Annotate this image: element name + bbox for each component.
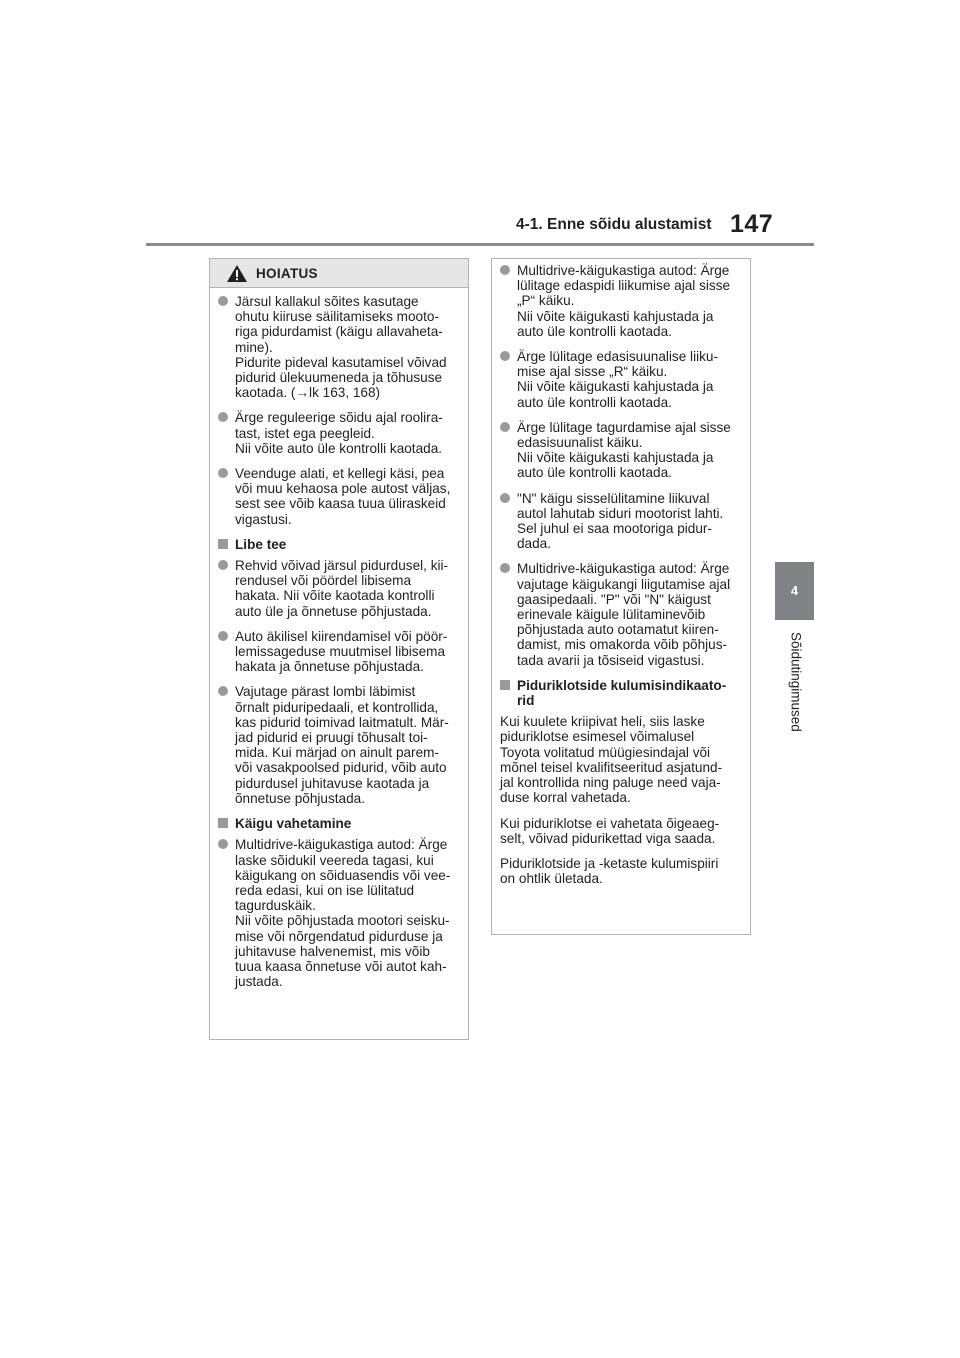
warning-box-left [209,258,469,1040]
heading-square [500,680,510,690]
warning-box-right [491,258,751,935]
bullet-dot [218,468,228,478]
paragraph: Kui piduriklotse ei vahetata õigeaeg- selt, võivad pidurikettad viga saada. [500,815,720,846]
bullet-dot [500,265,510,275]
list-item-text: "N" käigu sisselülitamine liikuval autol lahutab siduri mootorist lahti. Sel juhul ei saa mootoriga pidur- dada. [517,490,724,552]
list-item [218,837,460,989]
header-rule [146,243,814,246]
bullet-dot [218,296,228,306]
warning-label: HOIATUS [256,266,318,281]
bullet-dot [218,631,228,641]
warning-triangle-icon [227,265,247,282]
section-heading [218,537,460,552]
list-item-text: Multidrive-käigukastiga autod: Ärge laske sõidukil veereda tagasi, kui käigukang on sõiduasendis või vee- reda edasi, kui on ise lülitatud tagurduskäik. Nii võite põhjustada mootori seisku- mise või nõrgendatud pidurduse ja juhitavuse halvenemist, mis võib tuua kaasa õnnetuse või autot kah- justada. [235,837,451,990]
warning-content-left [210,288,468,989]
bullet-dot [218,412,228,422]
section-heading-text: Piduriklotside kulumisindikaato- rid [517,677,727,709]
list-item-text: Ärge lülitage edasisuunalise liiku- mise ajal sisse „R“ käiku. Nii võite käigukasti kahjustada ja auto üle kontrolli kaotada. [517,349,718,410]
paragraph: Piduriklotside ja -ketaste kulumispiiri on ohtlik ületada. [500,855,719,887]
list-item-text: Multidrive-käigukastiga autod: Ärge vajutage käigukangi liigutamise ajal gaasipedaali. "P" või "N" käigust erinevale käigule lülitaminevõib põhjustada auto ootamatut kiiren- damist, mis omakorda võib põhjus- tada avarii ja tõsiseid vigastusi. [517,561,731,668]
chapter-title [785,632,807,762]
list-item [500,491,742,552]
bullet-dot [500,493,510,503]
list-item [500,561,742,667]
section-heading [218,816,460,831]
list-item-text: Auto äkilisel kiirendamisel või pöör- lemissageduse muutmisel libisema hakata ja õnnetuse põhjustada. [235,628,448,675]
warning-header [210,259,468,288]
bullet-dot [500,422,510,432]
list-item [500,263,742,339]
list-item-text: Ärge lülitage tagurdamise ajal sisse edasisuunalist käiku. Nii võite käigukasti kahjustada ja auto üle kontrolli kaotada. [517,419,731,481]
bullet-dot [218,560,228,570]
list-item-text: Vajutage pärast lombi läbimist õrnalt piduripedaali, et kontrollida, kas pidurid toimivad laitmatult. Mär- jad pidurid ei pruugi tõhusalt toi- mida. Kui märjad on ainult parem- või vasakpoolsed pidurid, võib auto pidurdusel juhitavuse kaotada ja õnnetuse põhjustada. [235,684,449,806]
warning-content-right [492,259,750,886]
list-item-text: Veenduge alati, et kellegi käsi, pea või muu kehaosa pole autost väljas, sest see võib kaasa tuua üliraskeid vigastusi. [235,466,451,527]
list-item [218,558,460,619]
heading-square [218,539,228,549]
list-item [500,349,742,410]
list-item [218,294,460,400]
section-heading-text: Libe tee [235,536,287,552]
heading-square [218,818,228,828]
list-item [218,684,460,806]
paragraph: Kui kuulete kriipivat heli, siis laske piduriklotse esimesel võimalusel Toyota volitatud müügiesindajal või mõnel teisel kvalifitseeritud asjatund- jal kontrollida ning paluge need vaja- duse korral vahetada. [500,714,723,806]
section-heading [500,678,742,708]
bullet-dot [218,686,228,696]
bullet-dot [500,351,510,361]
list-item [500,420,742,481]
list-item [218,629,460,675]
list-item [218,410,460,456]
page-header-title: 4-1. Enne sõidu alustamist [516,216,712,233]
bullet-dot [500,563,510,573]
section-heading-text: Käigu vahetamine [235,816,352,832]
list-item-text: Multidrive-käigukastiga autod: Ärge lülitage edaspidi liikumise ajal sisse „P“ käiku. Nii võite käigukasti kahjustada ja auto üle kontrolli kaotada. [517,263,731,339]
list-item-text: Ärge reguleerige sõidu ajal roolira- tast, istet ega peegleid. Nii võite auto üle kontrolli kaotada. [235,410,443,456]
chapter-title-text: Sõidutingimused [788,632,804,732]
page-number: 147 [730,210,774,238]
list-item [218,466,460,527]
list-item-text: Rehvid võivad järsul pidurdusel, kii- rendusel või pöördel libisema hakata. Nii võite kaotada kontrolli auto üle ja õnnetuse põhjustada. [235,558,449,619]
chapter-tab: 4 [775,562,814,620]
list-item-text: Järsul kallakul sõites kasutage ohutu kiiruse säilitamiseks mooto- riga pidurdamist (käigu allavaheta- mine). Pidurite pideval kasutamisel võivad pidurid ülekuumeneda ja tõhususe kaotada. (→lk 163, 168) [235,294,447,401]
bullet-dot [218,839,228,849]
